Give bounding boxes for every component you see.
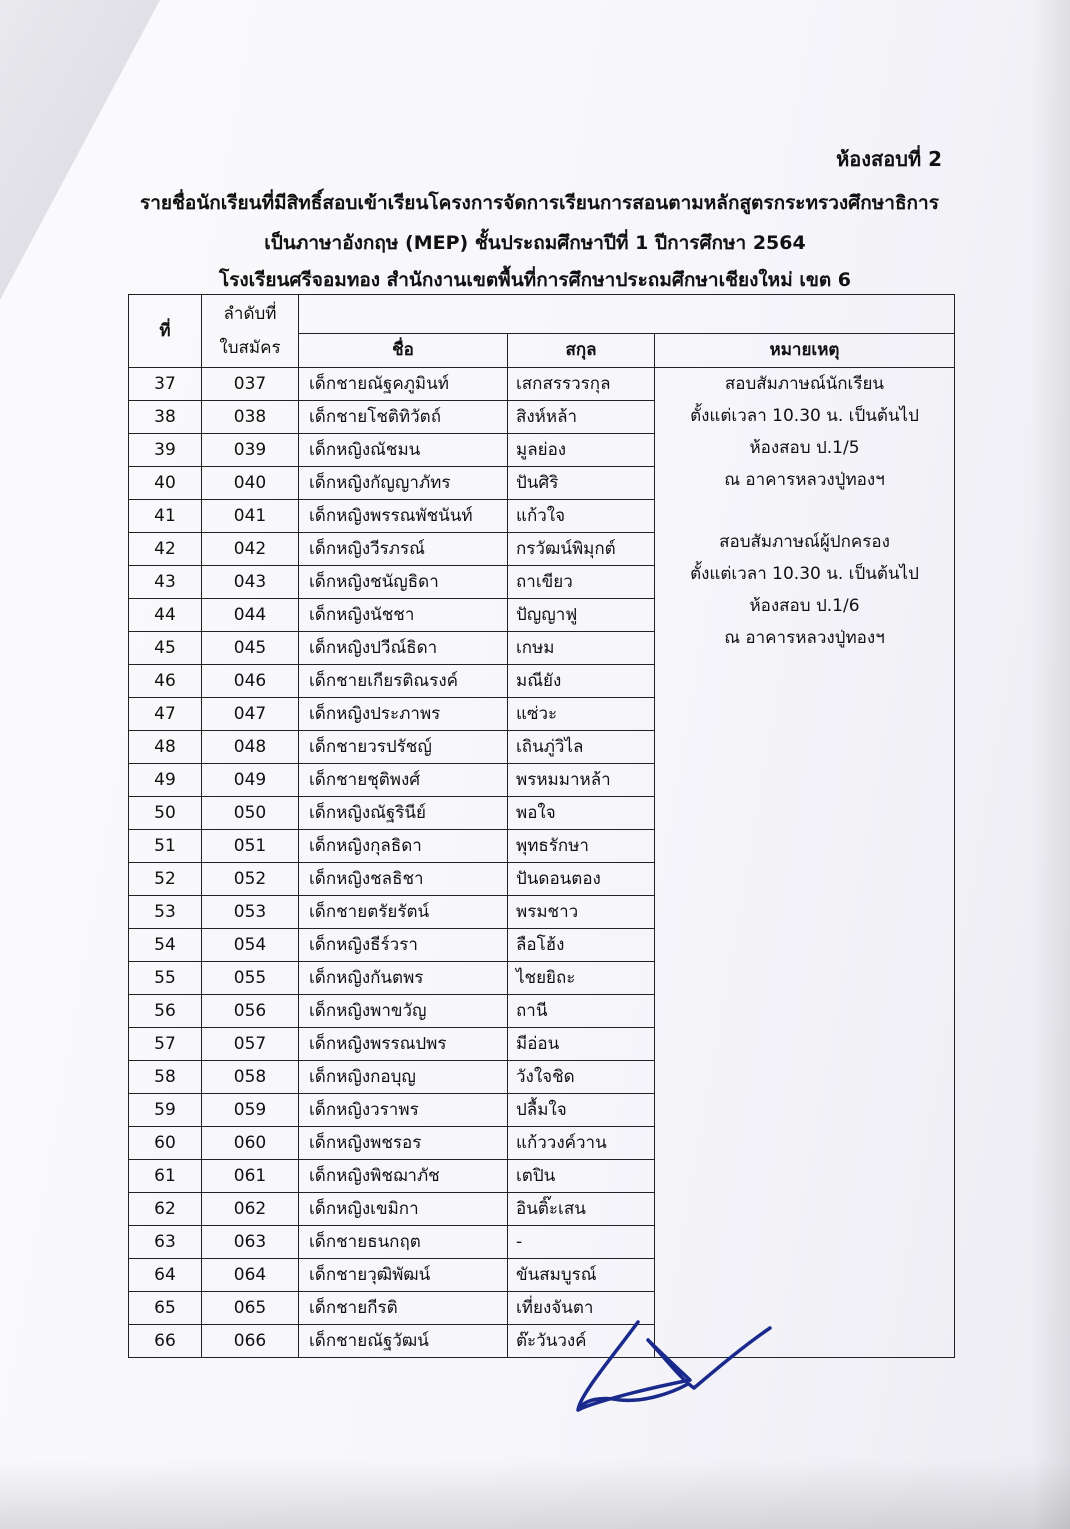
application-number: 049 xyxy=(202,764,299,797)
row-number: 58 xyxy=(129,1061,202,1094)
row-number: 45 xyxy=(129,632,202,665)
header-no: ที่ xyxy=(129,295,202,368)
student-name: เด็กหญิงพรรณพัชนันท์ xyxy=(299,500,508,533)
header-remarks: หมายเหตุ xyxy=(655,333,955,367)
remarks-cell xyxy=(655,368,955,1358)
row-number: 60 xyxy=(129,1127,202,1160)
student-name: เด็กชายโชติทิวัตถ์ xyxy=(299,401,508,434)
student-interview-note: ตั้งแต่เวลา 10.30 น. เป็นต้นไป xyxy=(690,406,919,426)
student-surname: ถานี xyxy=(508,995,655,1028)
student-name: เด็กชายตรัยรัตน์ xyxy=(299,896,508,929)
row-number: 65 xyxy=(129,1292,202,1325)
student-name: เด็กชายชุติพงศ์ xyxy=(299,764,508,797)
row-number: 44 xyxy=(129,599,202,632)
row-number: 38 xyxy=(129,401,202,434)
student-surname: เถินภู่วิไล xyxy=(508,731,655,764)
application-number: 048 xyxy=(202,731,299,764)
row-number: 41 xyxy=(129,500,202,533)
application-number: 050 xyxy=(202,797,299,830)
student-surname: แซ่วะ xyxy=(508,698,655,731)
application-number: 052 xyxy=(202,863,299,896)
student-surname: พุทธรักษา xyxy=(508,830,655,863)
row-number: 39 xyxy=(129,434,202,467)
student-surname: ต๊ะวันวงค์ xyxy=(508,1325,655,1358)
application-number: 044 xyxy=(202,599,299,632)
row-number: 63 xyxy=(129,1226,202,1259)
student-surname: ปันดอนตอง xyxy=(508,863,655,896)
application-number: 042 xyxy=(202,533,299,566)
student-name: เด็กชายธนกฤต xyxy=(299,1226,508,1259)
student-name: เด็กหญิงประภาพร xyxy=(299,698,508,731)
student-name: เด็กหญิงปวีณ์ธิดา xyxy=(299,632,508,665)
application-number: 037 xyxy=(202,368,299,401)
student-surname: พรหมมาหล้า xyxy=(508,764,655,797)
application-number: 046 xyxy=(202,665,299,698)
student-surname: พรมชาว xyxy=(508,896,655,929)
row-number: 42 xyxy=(129,533,202,566)
student-surname: ปัญญาฟู xyxy=(508,599,655,632)
row-number: 55 xyxy=(129,962,202,995)
student-name: เด็กชายวุฒิพัฒน์ xyxy=(299,1259,508,1292)
student-name: เด็กหญิงเขมิกา xyxy=(299,1193,508,1226)
student-name: เด็กหญิงณัฐรินีย์ xyxy=(299,797,508,830)
student-name: เด็กหญิงพิชฌาภัช xyxy=(299,1160,508,1193)
row-number: 62 xyxy=(129,1193,202,1226)
student-surname: วังใจชิด xyxy=(508,1061,655,1094)
page-shadow xyxy=(1030,0,1070,1529)
student-name: เด็กหญิงณัชมน xyxy=(299,434,508,467)
application-number: 047 xyxy=(202,698,299,731)
header-blank-top xyxy=(299,295,955,334)
student-roster-table xyxy=(128,294,955,1358)
application-number: 063 xyxy=(202,1226,299,1259)
parent-interview-note: ห้องสอบ ป.1/6 xyxy=(749,596,860,616)
row-number: 37 xyxy=(129,368,202,401)
header-name: ชื่อ xyxy=(299,333,508,367)
heading-line-3: โรงเรียนศรีจอมทอง สำนักงานเขตพื้นที่การศึกษาประถมศึกษาเชียงใหม่ เขต 6 xyxy=(218,269,851,291)
roster-body xyxy=(129,368,955,1358)
student-name: เด็กหญิงกันตพร xyxy=(299,962,508,995)
row-number: 64 xyxy=(129,1259,202,1292)
application-number: 066 xyxy=(202,1325,299,1358)
row-number: 46 xyxy=(129,665,202,698)
row-number: 56 xyxy=(129,995,202,1028)
application-number: 054 xyxy=(202,929,299,962)
student-name: เด็กหญิงธีร์วรา xyxy=(299,929,508,962)
student-surname: พอใจ xyxy=(508,797,655,830)
student-name: เด็กหญิงชลธิชา xyxy=(299,863,508,896)
student-name: เด็กหญิงกุลธิดา xyxy=(299,830,508,863)
student-surname: แก้ววงค์วาน xyxy=(508,1127,655,1160)
student-surname: ลือโฮ้ง xyxy=(508,929,655,962)
student-name: เด็กชายณัฐคภูมินท์ xyxy=(299,368,508,401)
row-number: 54 xyxy=(129,929,202,962)
application-number: 058 xyxy=(202,1061,299,1094)
student-name: เด็กหญิงวีรภรณ์ xyxy=(299,533,508,566)
student-name: เด็กชายณัฐวัฒน์ xyxy=(299,1325,508,1358)
application-number: 060 xyxy=(202,1127,299,1160)
row-number: 66 xyxy=(129,1325,202,1358)
heading-line-1: รายชื่อนักเรียนที่มีสิทธิ์สอบเข้าเรียนโครงการจัดการเรียนการสอนตามหลักสูตรกระทรวงศึกษาธิการ xyxy=(140,192,939,214)
table-row xyxy=(129,368,955,401)
exam-room-label: ห้องสอบที่ 2 xyxy=(836,147,942,171)
student-name: เด็กชายกีรติ xyxy=(299,1292,508,1325)
student-surname: - xyxy=(508,1226,655,1259)
student-surname: อินติ๊ะเสน xyxy=(508,1193,655,1226)
student-surname: ปันศิริ xyxy=(508,467,655,500)
application-number: 056 xyxy=(202,995,299,1028)
student-surname: มีอ่อน xyxy=(508,1028,655,1061)
header-application-no xyxy=(202,295,299,368)
row-number: 51 xyxy=(129,830,202,863)
student-name: เด็กหญิงกอบุญ xyxy=(299,1061,508,1094)
application-number: 043 xyxy=(202,566,299,599)
student-surname: เที่ยงจันตา xyxy=(508,1292,655,1325)
row-number: 43 xyxy=(129,566,202,599)
parent-interview-note: สอบสัมภาษณ์ผู้ปกครอง xyxy=(719,532,890,552)
signature-image xyxy=(570,1300,790,1430)
application-number: 065 xyxy=(202,1292,299,1325)
header-surname: สกุล xyxy=(508,333,655,367)
parent-interview-note: ณ อาคารหลวงปู่ทองฯ xyxy=(724,628,885,648)
student-surname: เกษม xyxy=(508,632,655,665)
row-number: 50 xyxy=(129,797,202,830)
heading-line-2: เป็นภาษาอังกฤษ (MEP) ชั้นประถมศึกษาปีที่ 1 ปีการศึกษา 2564 xyxy=(264,232,806,254)
student-surname: เตปิน xyxy=(508,1160,655,1193)
application-number: 062 xyxy=(202,1193,299,1226)
student-surname: สิงห์หล้า xyxy=(508,401,655,434)
application-number: 061 xyxy=(202,1160,299,1193)
row-number: 48 xyxy=(129,731,202,764)
row-number: 53 xyxy=(129,896,202,929)
row-number: 59 xyxy=(129,1094,202,1127)
page-shadow-bottom xyxy=(0,1459,1070,1529)
student-name: เด็กชายเกียรติณรงค์ xyxy=(299,665,508,698)
application-number: 038 xyxy=(202,401,299,434)
student-interview-note: ณ อาคารหลวงปู่ทองฯ xyxy=(724,470,885,490)
student-name: เด็กหญิงนัชชา xyxy=(299,599,508,632)
student-surname: มณียัง xyxy=(508,665,655,698)
row-number: 52 xyxy=(129,863,202,896)
student-name: เด็กหญิงวราพร xyxy=(299,1094,508,1127)
student-surname: ไชยยิถะ xyxy=(508,962,655,995)
student-surname: ถาเขียว xyxy=(508,566,655,599)
student-surname: ปลื้มใจ xyxy=(508,1094,655,1127)
student-surname: ขันสมบูรณ์ xyxy=(508,1259,655,1292)
row-number: 49 xyxy=(129,764,202,797)
application-number: 041 xyxy=(202,500,299,533)
student-name: เด็กหญิงพรรณปพร xyxy=(299,1028,508,1061)
application-number: 057 xyxy=(202,1028,299,1061)
student-surname: กรวัฒน์พิมุกต์ xyxy=(508,533,655,566)
application-number: 040 xyxy=(202,467,299,500)
parent-interview-note: ตั้งแต่เวลา 10.30 น. เป็นต้นไป xyxy=(690,564,919,584)
student-name: เด็กหญิงชนัญธิดา xyxy=(299,566,508,599)
row-number: 40 xyxy=(129,467,202,500)
application-number: 053 xyxy=(202,896,299,929)
student-interview-note: ห้องสอบ ป.1/5 xyxy=(749,438,860,458)
student-surname: เสกสรรวรกุล xyxy=(508,368,655,401)
student-name: เด็กหญิงพชรอร xyxy=(299,1127,508,1160)
student-surname: มูลย่อง xyxy=(508,434,655,467)
student-interview-note: สอบสัมภาษณ์นักเรียน xyxy=(724,374,885,394)
application-number: 059 xyxy=(202,1094,299,1127)
application-number: 045 xyxy=(202,632,299,665)
application-number: 039 xyxy=(202,434,299,467)
row-number: 47 xyxy=(129,698,202,731)
application-number: 051 xyxy=(202,830,299,863)
student-name: เด็กหญิงกัญญาภัทร xyxy=(299,467,508,500)
header-application-no-line2: ใบสมัคร xyxy=(219,338,281,358)
student-name: เด็กหญิงพาขวัญ xyxy=(299,995,508,1028)
row-number: 57 xyxy=(129,1028,202,1061)
header-application-no-line1: ลำดับที่ xyxy=(223,304,277,324)
row-number: 61 xyxy=(129,1160,202,1193)
application-number: 064 xyxy=(202,1259,299,1292)
student-surname: แก้วใจ xyxy=(508,500,655,533)
application-number: 055 xyxy=(202,962,299,995)
student-name: เด็กชายวรปรัชญ์ xyxy=(299,731,508,764)
